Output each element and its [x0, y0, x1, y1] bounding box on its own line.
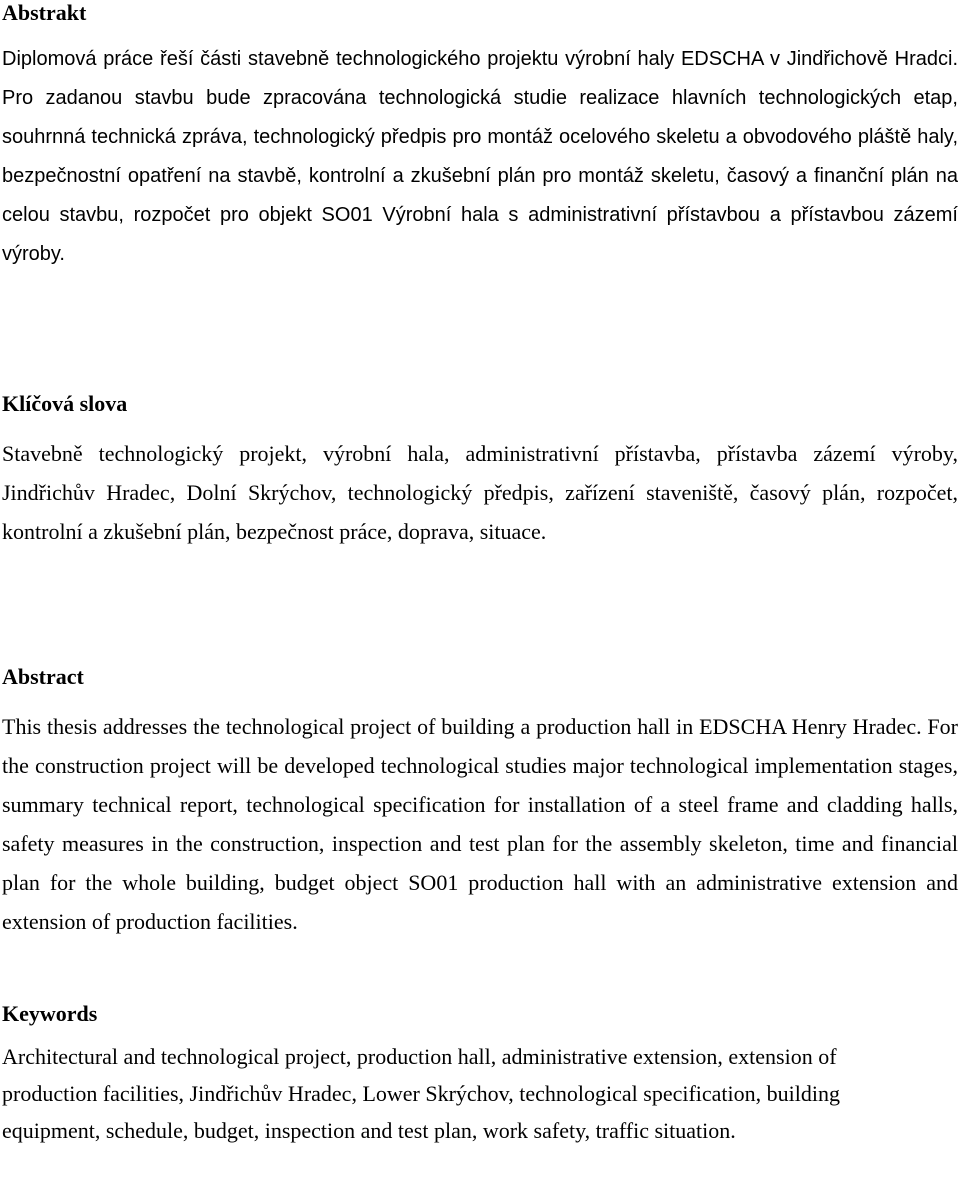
keywords-paragraph: Architectural and technological project, production hall, administrative extension, extension of production facilities, Jindřichův Hradec, Lower Skrýchov, technological specification, building equipment, schedule, budget, inspection and test plan, work safety, traffic situation. [2, 1044, 840, 1143]
heading-klicova-slova: Klíčová slova [2, 391, 128, 416]
heading-abstract: Abstract [2, 664, 84, 689]
abstract-paragraph: This thesis addresses the technological project of building a production hall in EDSCHA Henry Hradec. For the construction project will be developed technological studies major technological implementation stages, summary technical report, technological specification for installation of a steel frame and cladding halls, safety measures in the construction, inspection and test plan for the assembly skeleton, time and financial plan for the whole building, budget object SO01 production hall with an administrative extension and extension of production facilities. [2, 714, 958, 934]
klicova-slova-paragraph: Stavebně technologický projekt, výrobní hala, administrativní přístavba, přístavba zázemí výroby, Jindřichův Hradec, Dolní Skrýchov, technologický předpis, zařízení staveniště, časový plán, rozpočet, kontrolní a zkušební plán, bezpečnost práce, doprava, situace. [2, 441, 958, 544]
heading-keywords: Keywords [2, 1001, 98, 1026]
abstrakt-paragraph: Diplomová práce řeší části stavebně technologického projektu výrobní haly EDSCHA v Jindřichově Hradci. Pro zadanou stavbu bude zpracována technologická studie realizace hlavních technologických etap, souhrnná technická zpráva, technologický předpis pro montáž ocelového skeletu a obvodového pláště haly, bezpečnostní opatření na stavbě, kontrolní a zkušební plán pro montáž skeletu, časový a finanční plán na celou stavbu, rozpočet pro objekt SO01 Výrobní hala s administrativní přístavbou a přístavbou zázemí výroby. [2, 48, 958, 265]
heading-abstrakt: Abstrakt [2, 0, 87, 25]
